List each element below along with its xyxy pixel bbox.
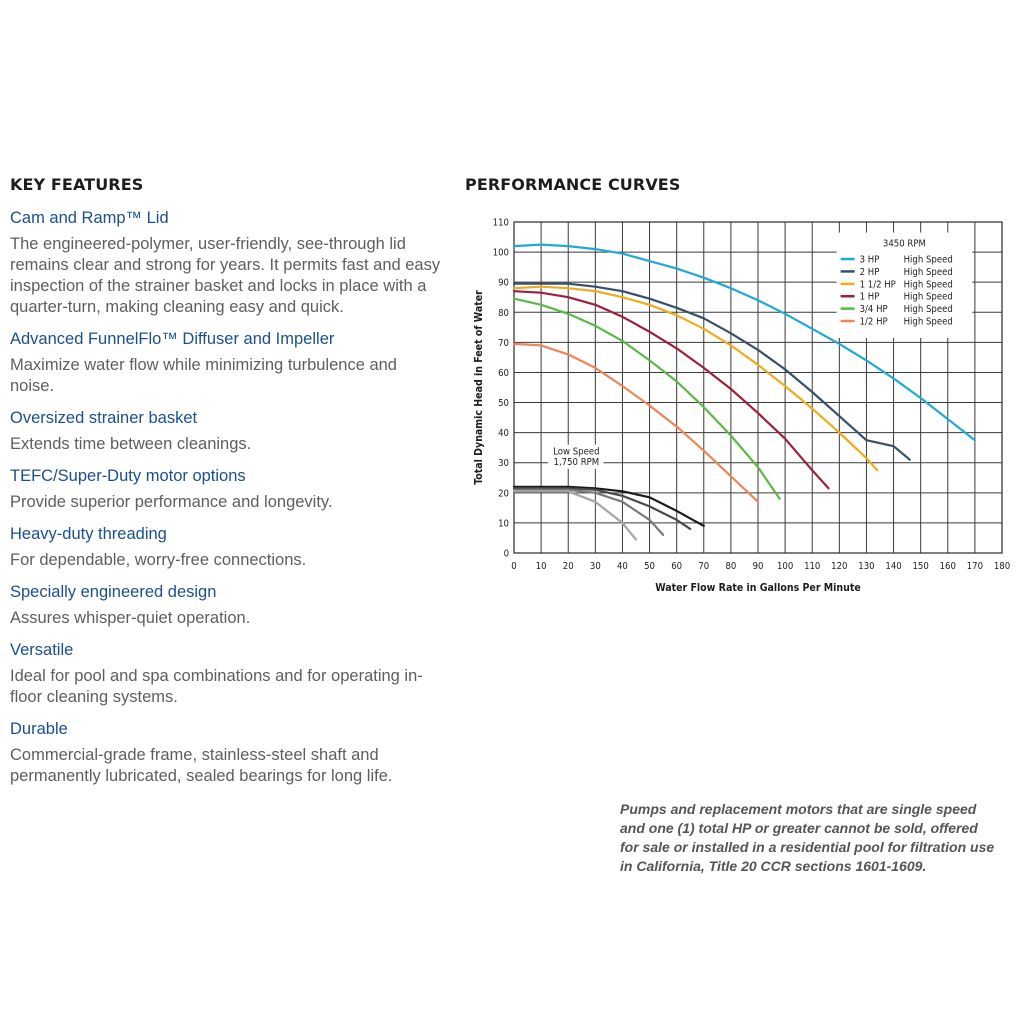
low-speed-label: Low Speed [553,446,600,458]
legend-series-speed: High Speed [903,279,953,291]
feature-description: Maximize water flow while minimizing turbulence and noise. [10,356,397,395]
legend-series-name: 1/2 HP [859,316,888,328]
key-features-section [10,175,450,799]
x-tick-label: 10 [535,561,547,572]
x-tick-label: 120 [831,561,848,572]
y-tick-label: 0 [503,548,509,560]
x-tick-label: 160 [939,561,956,572]
x-tick-label: 110 [804,561,821,572]
performance-curves-heading: PERFORMANCE CURVES [465,175,681,194]
series-line-high-speed [514,344,758,502]
x-tick-label: 170 [966,561,984,572]
regulatory-note: Pumps and replacement motors that are single speed and one (1) total HP or greater cannot be sold, offered for sale or installed in a residential pool for filtration use in California, Title 20 CCR sections 1601-1609. [620,801,995,874]
y-tick-label: 40 [498,428,509,440]
series-line-high-speed [514,299,780,499]
feature-description: Ideal for pool and spa combinations and for operating in-floor cleaning systems. [10,667,423,706]
feature-description: The engineered-polymer, user-friendly, see-through lid remains clear and strong for years. It permits fast and easy inspection of the strainer basket and locks in place with a quarter-turn, making cleaning easy and quick. [10,235,441,316]
legend-series-speed: High Speed [903,291,953,303]
legend-series-name: 3/4 HP [859,304,888,316]
y-tick-label: 110 [492,217,509,229]
legend-series-speed: High Speed [903,254,953,266]
feature-description: Provide superior performance and longevity. [10,493,333,511]
x-tick-label: 40 [617,561,628,572]
series-line-low-speed [514,491,636,539]
feature-title: Heavy-duty threading [10,525,167,543]
x-tick-label: 30 [589,561,601,572]
legend-series-name: 1 HP [859,291,880,303]
feature-description: Commercial-grade frame, stainless-steel shaft and permanently lubricated, sealed bearings for long life. [10,746,393,785]
feature-title: TEFC/Super-Duty motor options [10,467,246,485]
legend-series-speed: High Speed [903,316,953,328]
feature-item [10,467,450,513]
feature-title: Cam and Ramp™ Lid [10,209,169,227]
feature-item [10,720,450,787]
x-tick-label: 100 [776,561,794,572]
feature-item [10,330,450,397]
legend-series-name: 3 HP [859,254,880,266]
feature-title: Durable [10,720,68,738]
y-tick-label: 70 [498,337,509,349]
feature-item [10,209,450,318]
y-tick-label: 10 [498,518,509,530]
feature-title: Advanced FunnelFlo™ Diffuser and Impeller [10,330,335,348]
x-tick-label: 0 [511,561,517,572]
feature-item [10,583,450,629]
legend-series-name: 1 1/2 HP [859,279,896,291]
feature-description: Assures whisper-quiet operation. [10,609,251,627]
feature-description: For dependable, worry-free connections. [10,551,307,569]
legend-series-name: 2 HP [859,266,880,278]
y-tick-label: 20 [498,488,509,500]
feature-item [10,525,450,571]
legend-series-speed: High Speed [903,304,953,316]
x-tick-label: 80 [725,561,737,572]
y-tick-label: 80 [498,307,509,319]
x-tick-label: 70 [698,561,710,572]
feature-item [10,409,450,455]
y-tick-label: 100 [492,247,509,259]
x-tick-label: 20 [562,561,574,572]
legend-title: 3450 RPM [882,238,926,250]
x-tick-label: 130 [858,561,875,572]
x-axis-label: Water Flow Rate in Gallons Per Minute [655,582,861,594]
y-tick-label: 30 [498,458,509,470]
legend-series-speed: High Speed [903,266,953,278]
y-tick-label: 90 [498,277,509,289]
x-tick-label: 60 [671,561,683,572]
x-tick-label: 90 [752,561,764,572]
y-tick-label: 50 [498,398,509,410]
x-tick-label: 180 [993,561,1011,572]
key-features-heading: KEY FEATURES [10,175,144,194]
feature-title: Versatile [10,641,74,659]
feature-item [10,641,450,708]
y-axis-label: Total Dynamic Head in Feet of Water [473,290,485,485]
x-tick-label: 140 [885,561,902,572]
series-line-low-speed [514,490,663,535]
performance-curves-chart [465,210,1015,600]
feature-title: Oversized strainer basket [10,409,198,427]
low-speed-rpm-label: 1,750 RPM [553,456,600,468]
x-tick-label: 150 [912,561,929,572]
feature-description: Extends time between cleanings. [10,435,252,453]
x-tick-label: 50 [644,561,655,572]
feature-title: Specially engineered design [10,583,217,601]
y-tick-label: 60 [498,367,509,379]
